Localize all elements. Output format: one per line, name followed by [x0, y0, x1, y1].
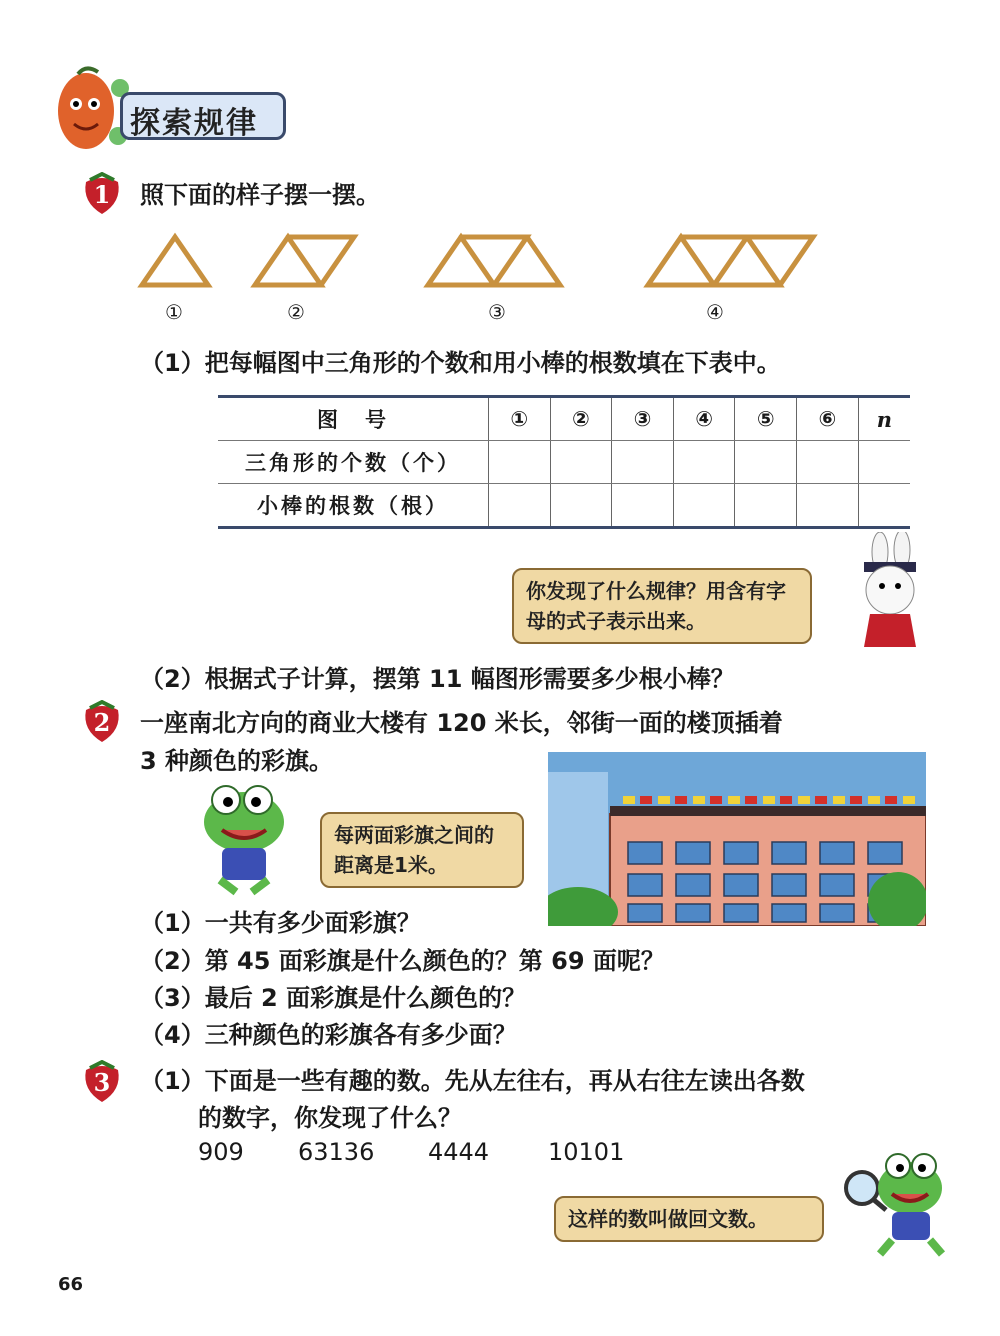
- figure-label-1: ①: [165, 300, 183, 324]
- problem-2-question-1: （1）一共有多少面彩旗？: [140, 909, 421, 937]
- table-cell[interactable]: [735, 441, 797, 484]
- table-header-cell: n: [858, 397, 910, 441]
- hint-bubble-2: 每两面彩旗之间的距离是1米。: [320, 812, 524, 888]
- palindrome-number: 4444: [428, 1138, 490, 1166]
- figure-label-2: ②: [287, 300, 305, 324]
- table-cell[interactable]: [612, 441, 674, 484]
- table-header-cell: ③: [612, 397, 674, 441]
- frog-icon: [196, 782, 292, 896]
- problem-1-part-1: （1）把每幅图中三角形的个数和用小棒的根数填在下表中。: [140, 349, 781, 377]
- problem-3-number: 3: [93, 1068, 111, 1097]
- table-cell[interactable]: [550, 441, 612, 484]
- stick-figures: [130, 225, 830, 295]
- table-header-cell: ①: [489, 397, 551, 441]
- problem-1-number: 1: [93, 180, 111, 209]
- table-cell[interactable]: [673, 441, 735, 484]
- palindrome-number: 63136: [298, 1138, 375, 1166]
- hint-bubble-3: 这样的数叫做回文数。: [554, 1196, 824, 1242]
- problem-2-question-3: （3）最后 2 面彩旗是什么颜色的？: [140, 984, 527, 1012]
- problem-2-text-line-2: 3 种颜色的彩旗。: [140, 747, 334, 775]
- rabbit-icon: [840, 532, 940, 650]
- table-cell[interactable]: [489, 484, 551, 528]
- problem-3-text-line-1: （1）下面是一些有趣的数。先从左往右，再从右往左读出各数: [140, 1067, 805, 1095]
- table-row: [218, 441, 910, 484]
- palindrome-number: 10101: [548, 1138, 625, 1166]
- table-cell[interactable]: [550, 484, 612, 528]
- page-number: 66: [58, 1274, 84, 1295]
- problem-1-instruction: 照下面的样子摆一摆。: [140, 181, 380, 209]
- table-cell[interactable]: [858, 441, 910, 484]
- table-cell[interactable]: [797, 484, 859, 528]
- table-cell[interactable]: [735, 484, 797, 528]
- table-cell[interactable]: [858, 484, 910, 528]
- problem-2-text-line-1: 一座南北方向的商业大楼有 120 米长，邻街一面的楼顶插着: [140, 709, 783, 737]
- problem-2-question-4: （4）三种颜色的彩旗各有多少面？: [140, 1021, 517, 1049]
- answer-table: [218, 395, 910, 529]
- figure-4-triangles: [648, 237, 813, 285]
- problem-1-marker: [80, 172, 124, 216]
- table-cell[interactable]: [612, 484, 674, 528]
- palindrome-number: 909: [198, 1138, 244, 1166]
- figure-3-triangles: [428, 237, 560, 285]
- problem-1-part-2: （2）根据式子计算，摆第 11 幅图形需要多少根小棒？: [140, 665, 735, 693]
- figure-2-triangles: [255, 237, 354, 285]
- figure-label-3: ③: [488, 300, 506, 324]
- table-row: [218, 484, 910, 528]
- problem-3-marker: [80, 1060, 124, 1104]
- problem-2-marker: [80, 700, 124, 744]
- table-header-cell: ④: [673, 397, 735, 441]
- table-header-cell: 图 号: [218, 397, 489, 441]
- problem-2-question-2: （2）第 45 面彩旗是什么颜色的？第 69 面呢？: [140, 947, 665, 975]
- figure-label-4: ④: [706, 300, 724, 324]
- table-row-label: 三角形的个数（个）: [218, 441, 489, 484]
- table-header-cell: ⑥: [797, 397, 859, 441]
- problem-2-number: 2: [93, 708, 111, 737]
- table-cell[interactable]: [797, 441, 859, 484]
- table-header-cell: ⑤: [735, 397, 797, 441]
- table-row-label: 小棒的根数（根）: [218, 484, 489, 528]
- section-title: 探索规律: [130, 106, 258, 141]
- building-illustration: [548, 752, 926, 926]
- table-cell[interactable]: [489, 441, 551, 484]
- frog-magnifier-icon: [840, 1148, 950, 1258]
- hint-bubble-1: 你发现了什么规律？用含有字母的式子表示出来。: [512, 568, 812, 644]
- figure-1-triangles: [142, 237, 208, 285]
- table-header-cell: ②: [550, 397, 612, 441]
- problem-3-text-line-2: 的数字，你发现了什么？: [198, 1104, 462, 1132]
- table-header-row: [218, 397, 910, 441]
- table-cell[interactable]: [673, 484, 735, 528]
